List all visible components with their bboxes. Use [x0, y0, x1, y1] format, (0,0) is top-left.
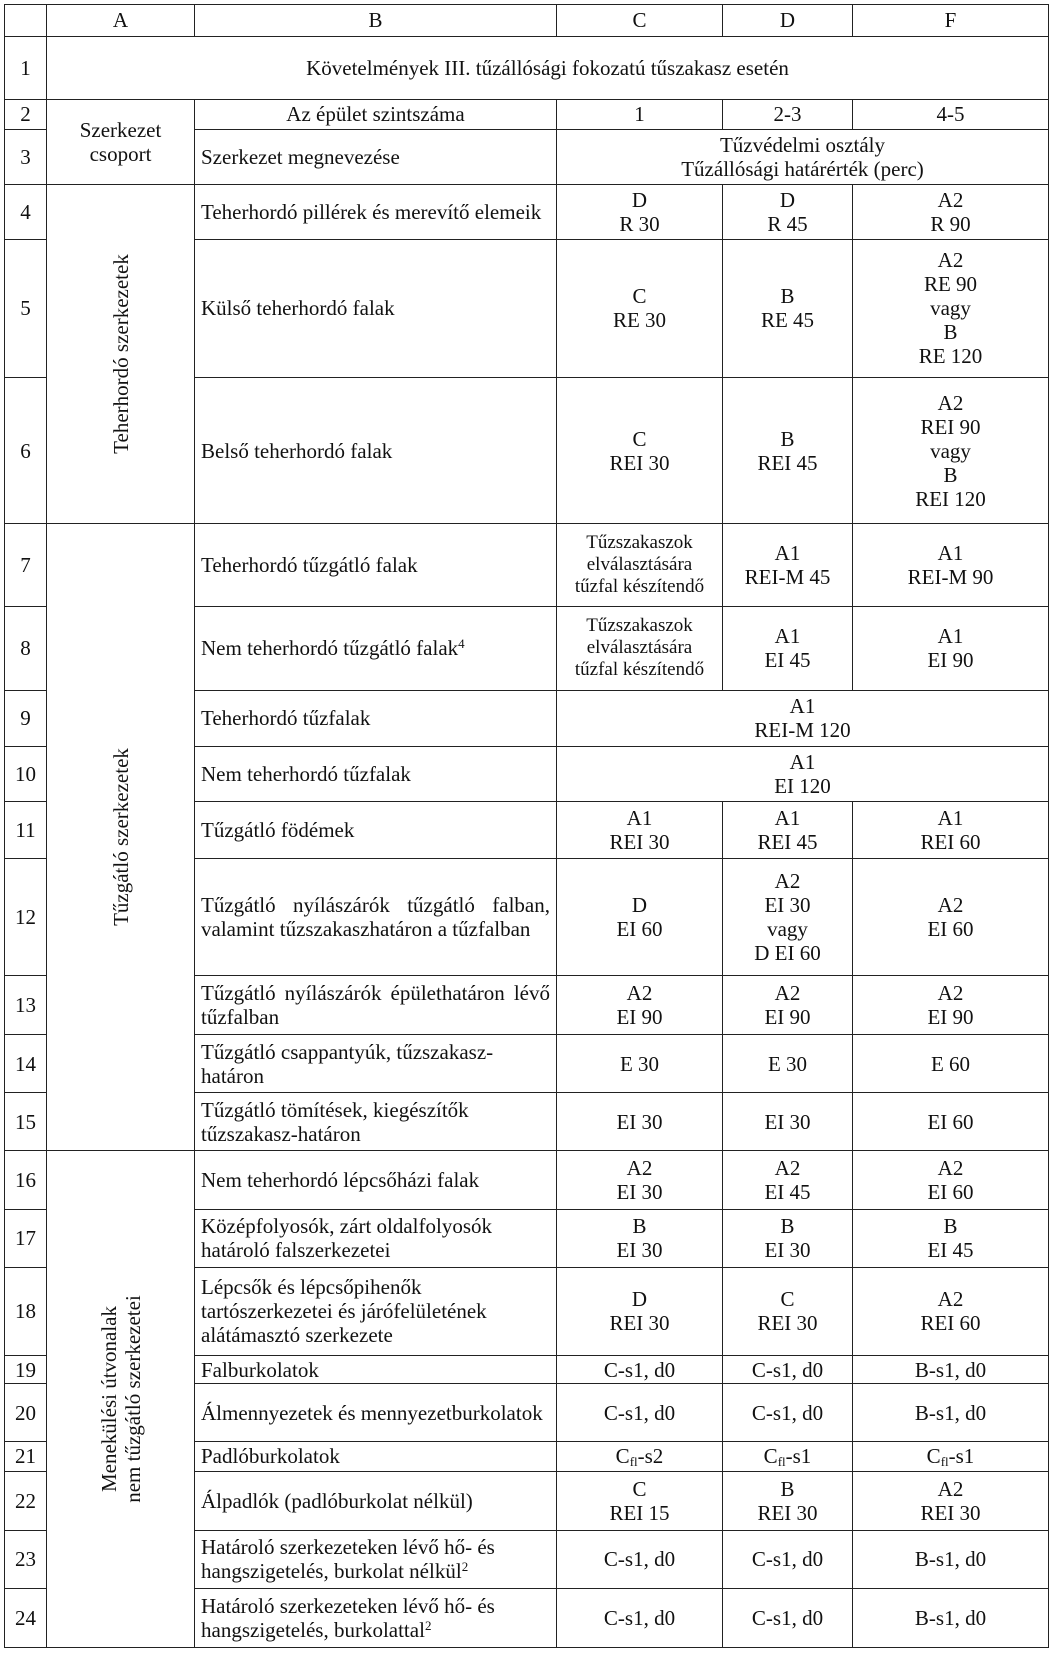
- column-header-row: [5, 5, 1049, 37]
- value-cell: A1 REI-M 120: [557, 690, 1049, 747]
- row-number: 13: [5, 976, 47, 1035]
- row-number: 10: [5, 747, 47, 802]
- structure-name: Tűzgátló tömítések, kiegészítők tűzszakasz-határon: [195, 1093, 557, 1151]
- class-label: Tűzvédelmi osztály Tűzállósági határérték (perc): [557, 129, 1049, 184]
- value-cell: A2 R 90: [853, 185, 1049, 239]
- row-number: 3: [5, 129, 47, 184]
- value-cell: E 30: [723, 1034, 853, 1093]
- floor-count: 4-5: [853, 99, 1049, 129]
- column-header: F: [853, 5, 1049, 37]
- value-cell: C REI 15: [557, 1471, 723, 1530]
- value-cell: A2 EI 45: [723, 1151, 853, 1210]
- structure-name: Belső teherhordó falak: [195, 378, 557, 524]
- row-number: 12: [5, 858, 47, 975]
- structure-name: Határoló szerkezeteken lévő hő- és hangszigetelés, burkolattal$^2$: [195, 1589, 557, 1648]
- table-row: [5, 524, 1049, 607]
- structure-name: Tűzgátló nyílászárók tűzgátló falban, valamint tűzszakaszhatáron a tűzfalban: [195, 858, 557, 975]
- column-header: D: [723, 5, 853, 37]
- row-number: 1: [5, 36, 47, 99]
- structure-name: Lépcsők és lépcsőpihenők tartószerkezetei és járófelületének alátámasztó szerkezete: [195, 1268, 557, 1355]
- structure-name: Álmennyezetek és mennyezetburkolatok: [195, 1384, 557, 1442]
- column-header: B: [195, 5, 557, 37]
- row-number: 5: [5, 239, 47, 378]
- row-number: 14: [5, 1034, 47, 1093]
- structure-name: Álpadlók (padlóburkolat nélkül): [195, 1471, 557, 1530]
- value-cell: C REI 30: [557, 378, 723, 524]
- column-header: C: [557, 5, 723, 37]
- fire-requirements-table: [4, 4, 1049, 1648]
- value-cell: Tűzszakaszok elválasztására tűzfal készítendő: [557, 524, 723, 607]
- value-cell: E 30: [557, 1034, 723, 1093]
- name-label: Szerkezet megnevezése: [195, 129, 557, 184]
- row-number: 18: [5, 1268, 47, 1355]
- table-title: Követelmények III. tűzállósági fokozatú tűszakasz esetén: [47, 36, 1049, 99]
- value-cell: A2 EI 90: [853, 976, 1049, 1035]
- structure-name: Falburkolatok: [195, 1355, 557, 1384]
- value-cell: C REI 30: [723, 1268, 853, 1355]
- footnote-mark: 4: [458, 636, 465, 652]
- value-cell: D EI 60: [557, 858, 723, 975]
- structure-name: Nem teherhordó tűzgátló falak$^4$: [195, 607, 557, 690]
- value-cell: C RE 30: [557, 239, 723, 378]
- value-cell: B-s1, d0: [853, 1384, 1049, 1442]
- structure-name: Teherhordó tűzfalak: [195, 690, 557, 747]
- value-cell: E 60: [853, 1034, 1049, 1093]
- row-number: 8: [5, 607, 47, 690]
- floor-count: 2-3: [723, 99, 853, 129]
- row-number: 23: [5, 1530, 47, 1589]
- value-cell: A1 REI 60: [853, 802, 1049, 859]
- row-number: 24: [5, 1589, 47, 1648]
- row-number: 19: [5, 1355, 47, 1384]
- value-cell: EI 30: [723, 1093, 853, 1151]
- group-header: Szerkezet csoport: [47, 99, 195, 184]
- value-cell: A1 EI 120: [557, 747, 1049, 802]
- value-cell: C-s1, d0: [723, 1530, 853, 1589]
- structure-name: Tűzgátló nyílászárók épülethatáron lévő tűzfalban: [195, 976, 557, 1035]
- row-number: 16: [5, 1151, 47, 1210]
- value-cell: B REI 45: [723, 378, 853, 524]
- value-cell: A2 EI 90: [723, 976, 853, 1035]
- value-cell: A1 EI 90: [853, 607, 1049, 690]
- value-cell: B-s1, d0: [853, 1589, 1049, 1648]
- value-cell: C-s1, d0: [723, 1355, 853, 1384]
- value-cell: A1 REI 30: [557, 802, 723, 859]
- value-cell: C-s1, d0: [557, 1384, 723, 1442]
- table-row: [5, 36, 1049, 99]
- value-cell: A2 EI 90: [557, 976, 723, 1035]
- value-cell: D REI 30: [557, 1268, 723, 1355]
- floors-label: Az épület szintszáma: [195, 99, 557, 129]
- structure-name: Határoló szerkezeteken lévő hő- és hangszigetelés, burkolat nélkül$^2$: [195, 1530, 557, 1589]
- structure-name: Tűzgátló csappantyúk, tűzszakasz-határon: [195, 1034, 557, 1093]
- structure-name: Padlóburkolatok: [195, 1442, 557, 1472]
- corner-cell: [5, 5, 47, 37]
- structure-name: Teherhordó tűzgátló falak: [195, 524, 557, 607]
- value-cell: D R 45: [723, 185, 853, 239]
- value-cell: A2 EI 30 vagy D EI 60: [723, 858, 853, 975]
- group-label: Tűzgátló szerkezetek: [47, 524, 195, 1151]
- structure-name: Középfolyosók, zárt oldalfolyosók határoló falszerkezetei: [195, 1209, 557, 1268]
- value-cell: A2 REI 60: [853, 1268, 1049, 1355]
- table-row: [5, 1151, 1049, 1210]
- value-cell: B-s1, d0: [853, 1530, 1049, 1589]
- row-number: 21: [5, 1442, 47, 1472]
- value-cell: A1 REI-M 45: [723, 524, 853, 607]
- value-cell: A2 EI 30: [557, 1151, 723, 1210]
- value-cell: Tűzszakaszok elválasztására tűzfal készítendő: [557, 607, 723, 690]
- value-cell: C-s1, d0: [557, 1530, 723, 1589]
- row-number: 7: [5, 524, 47, 607]
- value-cell: C-s1, d0: [557, 1355, 723, 1384]
- value-cell: A1 REI 45: [723, 802, 853, 859]
- value-cell: C-s1, d0: [723, 1589, 853, 1648]
- row-number: 2: [5, 99, 47, 129]
- structure-name: Teherhordó pillérek és merevítő elemeik: [195, 185, 557, 239]
- value-cell: A2 REI 30: [853, 1471, 1049, 1530]
- structure-name: Tűzgátló födémek: [195, 802, 557, 859]
- value-cell: $C_{fl}-s1$: [723, 1442, 853, 1472]
- table-row: [5, 99, 1049, 129]
- value-cell: A2 EI 60: [853, 1151, 1049, 1210]
- value-cell: C-s1, d0: [557, 1589, 723, 1648]
- value-cell: $C_{fl}-s2$: [557, 1442, 723, 1472]
- value-cell: B-s1, d0: [853, 1355, 1049, 1384]
- row-number: 6: [5, 378, 47, 524]
- value-cell: B EI 30: [557, 1209, 723, 1268]
- floor-count: 1: [557, 99, 723, 129]
- structure-name: Külső teherhordó falak: [195, 239, 557, 378]
- value-cell: $C_{fl}-s1$: [853, 1442, 1049, 1472]
- value-cell: A2 REI 90 vagy B REI 120: [853, 378, 1049, 524]
- value-cell: B RE 45: [723, 239, 853, 378]
- structure-name: Nem teherhordó lépcsőházi falak: [195, 1151, 557, 1210]
- table-row: [5, 185, 1049, 239]
- row-number: 17: [5, 1209, 47, 1268]
- value-cell: C-s1, d0: [723, 1384, 853, 1442]
- value-cell: A1 EI 45: [723, 607, 853, 690]
- value-cell: D R 30: [557, 185, 723, 239]
- structure-name: Nem teherhordó tűzfalak: [195, 747, 557, 802]
- row-number: 11: [5, 802, 47, 859]
- row-number: 20: [5, 1384, 47, 1442]
- value-cell: EI 30: [557, 1093, 723, 1151]
- row-number: 22: [5, 1471, 47, 1530]
- row-number: 4: [5, 185, 47, 239]
- value-cell: A2 EI 60: [853, 858, 1049, 975]
- value-cell: B REI 30: [723, 1471, 853, 1530]
- value-cell: B EI 45: [853, 1209, 1049, 1268]
- value-cell: EI 60: [853, 1093, 1049, 1151]
- column-header: A: [47, 5, 195, 37]
- value-cell: B EI 30: [723, 1209, 853, 1268]
- row-number: 15: [5, 1093, 47, 1151]
- group-label: Teherhordó szerkezetek: [47, 185, 195, 524]
- value-cell: A1 REI-M 90: [853, 524, 1049, 607]
- group-label: Menekülési útvonalak nem tűzgátló szerkezetei: [47, 1151, 195, 1648]
- row-number: 9: [5, 690, 47, 747]
- footnote-mark: 2: [424, 1618, 432, 1634]
- value-cell: A2 RE 90 vagy B RE 120: [853, 239, 1049, 378]
- footnote-mark: 2: [461, 1559, 469, 1575]
